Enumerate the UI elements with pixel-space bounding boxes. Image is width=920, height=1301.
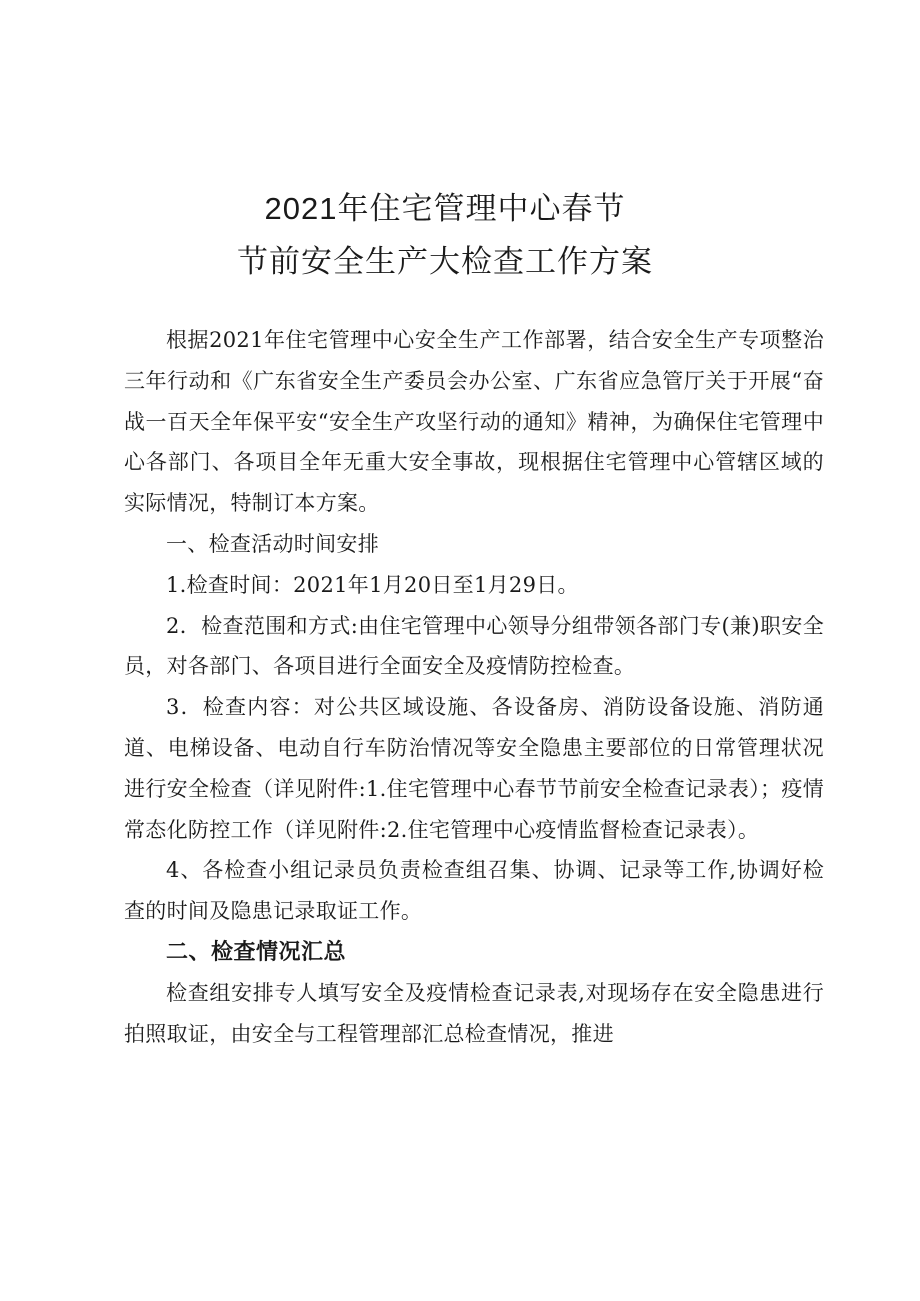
item-1-inspection-time: 1.检查时间：2021年1月20日至1月29日。 <box>166 572 579 597</box>
intro-paragraph: 根据2021年住宅管理中心安全生产工作部署，结合安全生产专项整治三年行动和《广东省安全生产委员会办公室、广东省应急管厅关于开展“奋战一百天全年保平安“安全生产攻坚行动的通知》精神，为确保住宅管理中心各部门、各项目全年无重大安全事故，现根据住宅管理中心管辖区域的实际情况，特制订本方案。 <box>124 328 824 516</box>
item-2-inspection-scope: 2．检查范围和方式:由住宅管理中心领导分组带领各部门专(兼)职安全员，对各部门、各项目进行全面安全及疫情防控检查。 <box>124 613 824 679</box>
document-body <box>124 320 824 1054</box>
document-title-line-2: 节前安全生产大检查工作方案 <box>237 244 653 279</box>
item-3-inspection-content: 3．检查内容：对公共区域设施、各设备房、消防设备设施、消防通道、电梯设备、电动自行车防治情况等安全隐患主要部位的日常管理状况进行安全检查（详见附件:1.住宅管理中心春节节前安全检查记录表）；疫情常态化防控工作（详见附件:2.住宅管理中心疫情监督检查记录表）。 <box>124 695 824 842</box>
section-1-heading: 一、检查活动时间安排 <box>166 531 379 556</box>
section-2-paragraph: 检查组安排专人填写安全及疫情检查记录表,对现场存在安全隐患进行拍照取证，由安全与工程管理部汇总检查情况，推进 <box>124 980 824 1046</box>
item-4-recorder-duties: 4、各检查小组记录员负责检查组召集、协调、记录等工作,协调好检查的时间及隐患记录取证工作。 <box>124 858 824 924</box>
section-2-heading: 二、检查情况汇总 <box>166 938 347 964</box>
document-title-line-1: 2021年住宅管理中心春节 <box>264 191 626 226</box>
